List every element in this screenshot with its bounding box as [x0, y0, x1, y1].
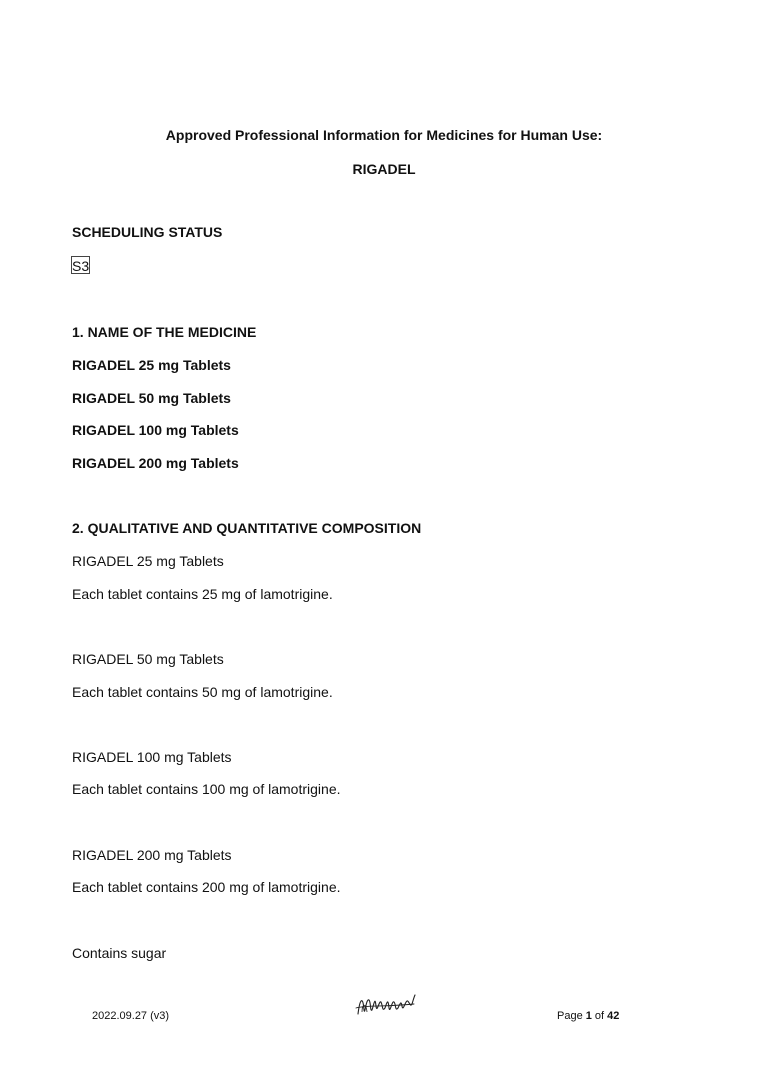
composition-name: RIGADEL 200 mg Tablets	[72, 847, 232, 863]
medicine-name-item: RIGADEL 100 mg Tablets	[72, 422, 239, 438]
section2-heading: 2. QUALITATIVE AND QUANTITATIVE COMPOSITION	[72, 520, 422, 536]
document-title: Approved Professional Information for Medicines for Human Use:	[165, 127, 603, 143]
page-of: of	[591, 1010, 608, 1022]
page-total: 42	[607, 1010, 620, 1022]
composition-name: RIGADEL 50 mg Tablets	[72, 651, 224, 667]
medicine-name-item: RIGADEL 200 mg Tablets	[72, 455, 239, 471]
medicine-name-item: RIGADEL 50 mg Tablets	[72, 390, 231, 406]
scheduling-heading: SCHEDULING STATUS	[72, 224, 223, 240]
footer-date: 2022.09.27 (v3)	[92, 1010, 170, 1022]
composition-content: Each tablet contains 50 mg of lamotrigine.	[72, 684, 333, 700]
scheduling-status-box: S3	[72, 258, 90, 274]
product-name: RIGADEL	[352, 161, 416, 177]
sugar-note: Contains sugar	[72, 945, 167, 961]
composition-content: Each tablet contains 25 mg of lamotrigine.	[72, 586, 333, 602]
composition-name: RIGADEL 100 mg Tablets	[72, 749, 232, 765]
section1-heading: 1. NAME OF THE MEDICINE	[72, 324, 257, 340]
composition-content: Each tablet contains 100 mg of lamotrigine.	[72, 781, 341, 797]
page-number	[557, 1009, 619, 1023]
composition-name: RIGADEL 25 mg Tablets	[72, 553, 224, 569]
page-prefix: Page	[557, 1010, 586, 1022]
composition-content: Each tablet contains 200 mg of lamotrigine.	[72, 879, 341, 895]
page-current: 1	[585, 1010, 592, 1022]
signature-icon	[354, 992, 418, 1018]
medicine-name-item: RIGADEL 25 mg Tablets	[72, 357, 231, 373]
